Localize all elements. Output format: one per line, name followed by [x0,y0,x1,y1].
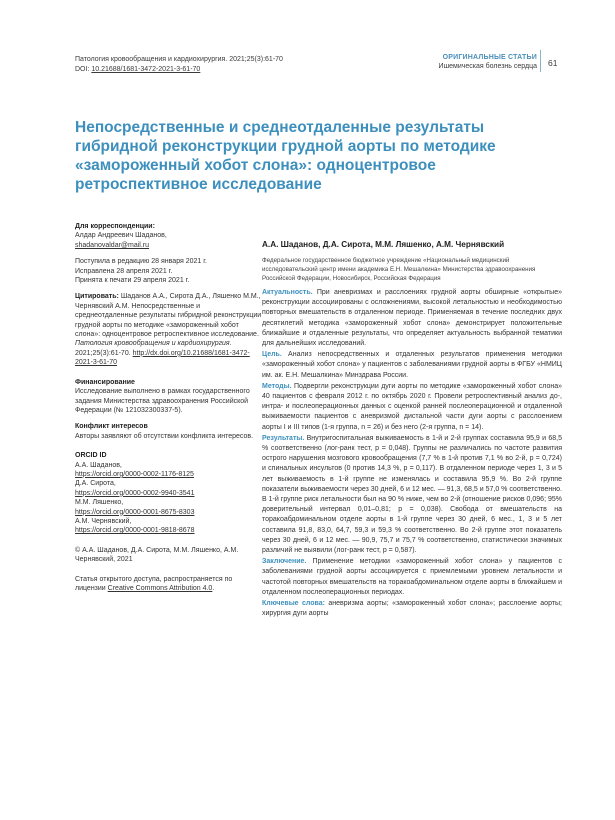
sidebar [75,222,263,593]
orcid-label: ORCID ID [75,452,107,460]
orcid-link[interactable]: https://orcid.org/0000-0002-1176-8125 [75,470,194,478]
abstract-conclusion [262,557,562,598]
received-date: Поступила в редакцию 28 января 2021 г. [75,258,207,266]
orcid-author-name: Д.А. Сирота, [75,480,116,488]
conflict-text: Авторы заявляют об отсутствии конфликта интересов. [75,432,254,440]
abstract-text: Анализ непосредственных и отдаленных результатов применения методики «замороженный хобот слона» у пациентов с заболеваниями грудной аорты в ФГБУ «НМИЦ им. ак. Е.Н. Мешалкина» Минздрава России. [262,351,562,379]
funding-label: Финансирование [75,378,135,386]
section-header [439,53,538,71]
orcid-link[interactable]: https://orcid.org/0000-0001-8675-8303 [75,508,195,516]
abstract-text: Внутригоспитальная выживаемость в 1-й и 2-й группах составила 95,9 и 68,5 % соответственно (лог-ранк тест, p = 0,048). Группы не различались по частоте развития острого нарушения мозгового кровообращения (7,7 % в 1-й против 7,1 % во 2-й, p = 0,724) и спинальных инсультов (0 против 14,3 %, p = 0,117). В отдаленном периоде через 1, 3 и 5 лет выживаемость в 1-й группе не изменялась и составила 95,9 %. Во 2-й группе показатели выживаемости через 30 дней, 6 и 12 мес. — 91,3, 68,5 и 57,0 % соответственно. В 1-й группе риск летальности был на 90 % ниже, чем во 2-й (отношение рисков 0,096; 95% доверительный интервал 0,01–0,81; p = 0,038). Свобода от вмешательств на торакоабдоминальном отделе аорты в 1-й группе через 30 дней, 6 мес., 1, 3 и 5 лет составила 91,8, 83,0, 64,7, 59,3 и 59,3 % соответственно. Во 2-й группе этот показатель через 30 дней, 6 и 12 мес. — 90,9, 75,7 и 75,7 % соответственно, статистически значимых различий не выявили (лог-ранк тест, p = 0,587). [262,434,562,555]
cite-url-link[interactable]: http://dx.doi.org/10.21688/1681-3472-2021-3-61-70 [75,349,250,367]
revised-date: Исправлена 28 апреля 2021 г. [75,267,173,275]
abstract-label: Ключевые слова: [262,600,325,608]
journal-citation: Патология кровообращения и кардиохирургия. 2021;25(3):61-70 [75,56,283,63]
abstract-label: Заключение. [262,558,307,566]
abstract-aim [262,350,562,381]
abstract-results [262,434,562,556]
doi-link[interactable]: 10.21688/1681-3472-2021-3-61-70 [91,65,201,73]
abstract-text: аневризма аорты; «замороженный хобот слона»; расслоение аорты; хирургия дуги аорты [262,600,563,618]
cite-label: Цитировать: [75,293,119,301]
license-link[interactable]: Creative Commons Attribution 4.0 [107,585,213,592]
abstract [262,288,562,621]
header-divider [540,50,541,72]
abstract-methods [262,382,562,433]
license-notice [75,575,263,594]
abstract-text: При аневризмах и расслоениях грудной аорты обширные «открытые» реконструкции ассоциированы с осложнениями, высокой летальностью и необходимостью повторных вмешательств в отдаленном периоде. Применяемая в течение последних двух десятилетий методика «замороженный хобот слона» демонстрирует положительные ближайшие и отдаленные результаты, что определяет актуальность выбранной тематики для дальнейших исследований. [262,289,562,348]
abstract-label: Цель. [262,351,282,359]
conflict-label: Конфликт интересов [75,423,148,431]
funding-text: Исследование выполнено в рамках государственного задания Министерства здравоохранения Российской Федерации (№ 121032300337-5). [75,388,250,414]
abstract-relevance [262,288,562,349]
orcid-link[interactable]: https://orcid.org/0000-0001-9818-8678 [75,527,195,535]
abstract-text: Применение методики «замороженный хобот слона» у пациентов с заболеваниями грудной аорты ассоциируется с приемлемыми уровнем летальности и частотой повторных вмешательств на торакоабдоминальном отделе аорты в ближайшем и отдаленном послеоперационных периодах. [262,558,562,596]
accepted-date: Принята к печати 29 апреля 2021 г. [75,277,190,285]
orcid-link[interactable]: https://orcid.org/0000-0002-9940-3541 [75,489,195,497]
doi-prefix: DOI: [75,65,92,73]
article-title: Непосредственные и среднеотдаленные результаты гибридной реконструкции грудной аорты по методике «замороженный хобот слона»: одноцентровое ретроспективное исследование [75,119,496,193]
orcid-author-name: А.М. Чернявский, [75,517,132,525]
abstract-text: Подвергли реконструкции дуги аорты по методике «замороженный хобот слона» 40 пациентов с февраля 2012 г. по октябрь 2020 г. Провели ретроспективный анализ до-, интра- и послеоперационных данных с оценкой ранней послеоперационной и отдаленной выживаемости пациентов с аневризмой дистальной части дуги аорты с расслоением аорты I и III типов (1-я группа, n = 26) и без него (2-я группа, n = 14). [262,382,562,431]
abstract-label: Методы. [262,382,292,390]
abstract-label: Актуальность. [262,289,313,296]
copyright-notice: © А.А. Шаданов, Д.А. Сирота, М.М. Ляшенко, А.М. Чернявский, 2021 [75,546,239,564]
subsection-label: Ишемическая болезнь сердца [438,63,537,70]
doi-line [75,65,283,75]
author-list: А.А. Шаданов, Д.А. Сирота, М.М. Ляшенко, А.М. Чернявский [262,240,505,249]
abstract-label: Результаты. [262,434,305,442]
section-label: ОРИГИНАЛЬНЫЕ СТАТЬИ [442,54,537,61]
orcid-author-name: М.М. Ляшенко, [75,499,124,507]
cite-journal: Патология кровообращения и кардиохирургия [75,340,230,348]
affiliation: Федеральное государственное бюджетное учреждение «Национальный медицинский исследовательский центр имени академика Е.Н. Мешалкина» Министерства здравоохранения Российской Федерации, Новосибирск, Российская Федерация [262,257,536,282]
license-text: Статья открытого доступа, распространяется по лицензии [75,575,233,592]
page-number: 61 [548,58,558,68]
cite-text: Шаданов А.А., Сирота Д.А., Ляшенко М.М., Чернявский А.М. Непосредственные и среднеотдаленные результаты гибридной реконструкции грудной аорты по методике «замороженный хобот слона»: одноцентровое ретроспективное исследование. [75,293,262,339]
corr-label: Для корреспонденции: [75,223,155,230]
orcid-author-name: А.А. Шаданов, [75,461,122,469]
abstract-keywords [262,599,562,619]
citation-block [75,292,263,367]
journal-header [75,55,283,74]
corr-name: Алдар Андреевич Шаданов, [75,232,167,240]
cite-tail: . 2021;25(3):61-70. [75,340,232,357]
license-end: . [212,585,215,592]
corr-email-link[interactable]: shadanovaldar@mail.ru [75,241,150,249]
